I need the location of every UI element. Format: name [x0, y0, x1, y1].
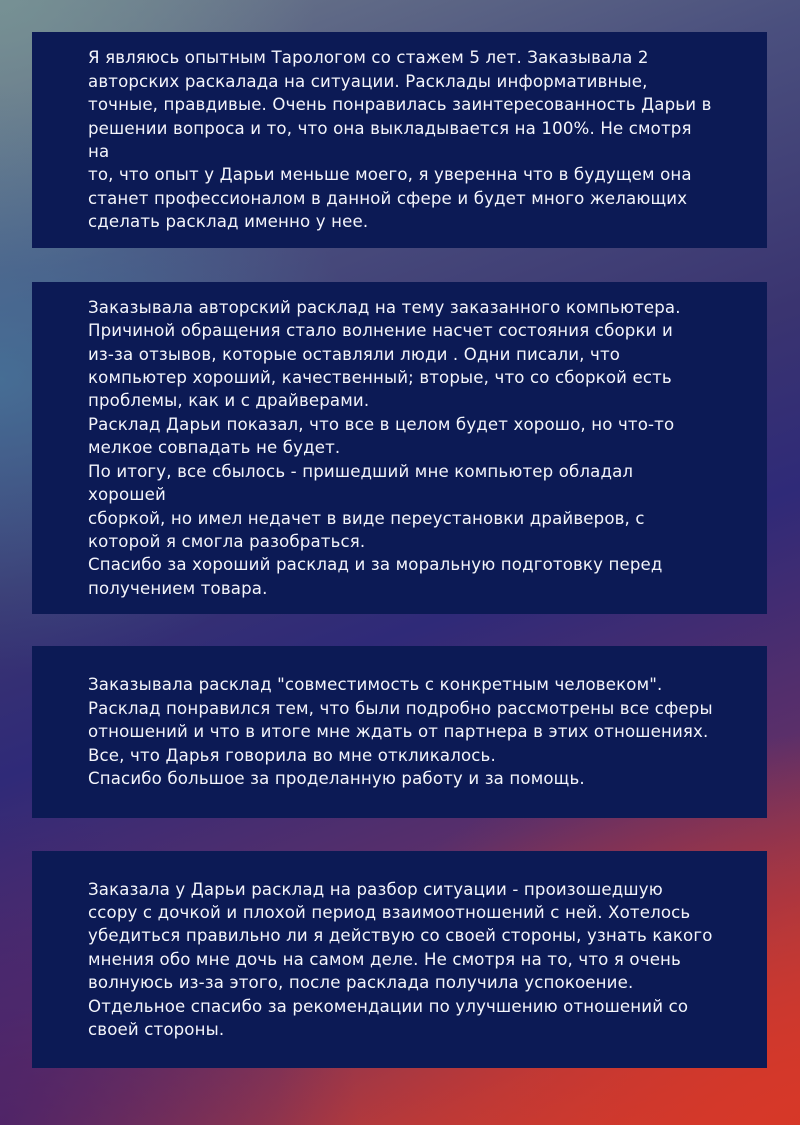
review-text-1: Я являюсь опытным Тарологом со стажем 5 лет. Заказывала 2 авторских раскалада на ситуации. Расклады информативные, точные, правдивые. Очень понравилась заинтересованность Дарьи в решении вопроса и то, что она выкладывается на 100%. Не смотря на то, что опыт у Дарьи меньше моего, я уверенна что в будущем она станет профессионалом в данной сфере и будет много желающих сделать расклад именно у нее. — [88, 48, 712, 232]
review-card-2 — [32, 282, 767, 614]
review-card-1 — [32, 32, 767, 248]
review-text-3: Заказывала расклад "совместимость с конкретным человеком". Расклад понравился тем, что были подробно рассмотрены все сферы отношений и что в итоге мне ждать от партнера в этих отношениях. Все, что Дарья говорила во мне откликалось. Спасибо большое за проделанную работу и за помощь. — [88, 675, 713, 789]
review-card-4 — [32, 851, 767, 1068]
review-text-4: Заказала у Дарьи расклад на разбор ситуации - произошедшую ссору с дочкой и плохой период взаимоотношений с ней. Хотелось убедиться правильно ли я действую со своей стороны, узнать какого мнения обо мне дочь на самом деле. Не смотря на то, что я очень волнуюсь из-за этого, после расклада получила успокоение. Отдельное спасибо за рекомендации по улучшению отношений со своей стороны. — [88, 879, 713, 1040]
review-card-3 — [32, 646, 767, 818]
review-text-2: Заказывала авторский расклад на тему заказанного компьютера. Причиной обращения стало волнение насчет состояния сборки и из-за отзывов, которые оставляли люди . Одни писали, что компьютер хороший, качественный; вторые, что со сборкой есть проблемы, как и с драйверами. Расклад Дарьи показал, что все в целом будет хорошо, но что-то мелкое совпадать не будет. По итогу, все сбылось - пришедший мне компьютер обладал хорошей сборкой, но имел недачет в виде переустановки драйверов, с которой я смогла разобраться. Спасибо за хороший расклад и за моральную подготовку перед получением товара. — [88, 297, 681, 598]
